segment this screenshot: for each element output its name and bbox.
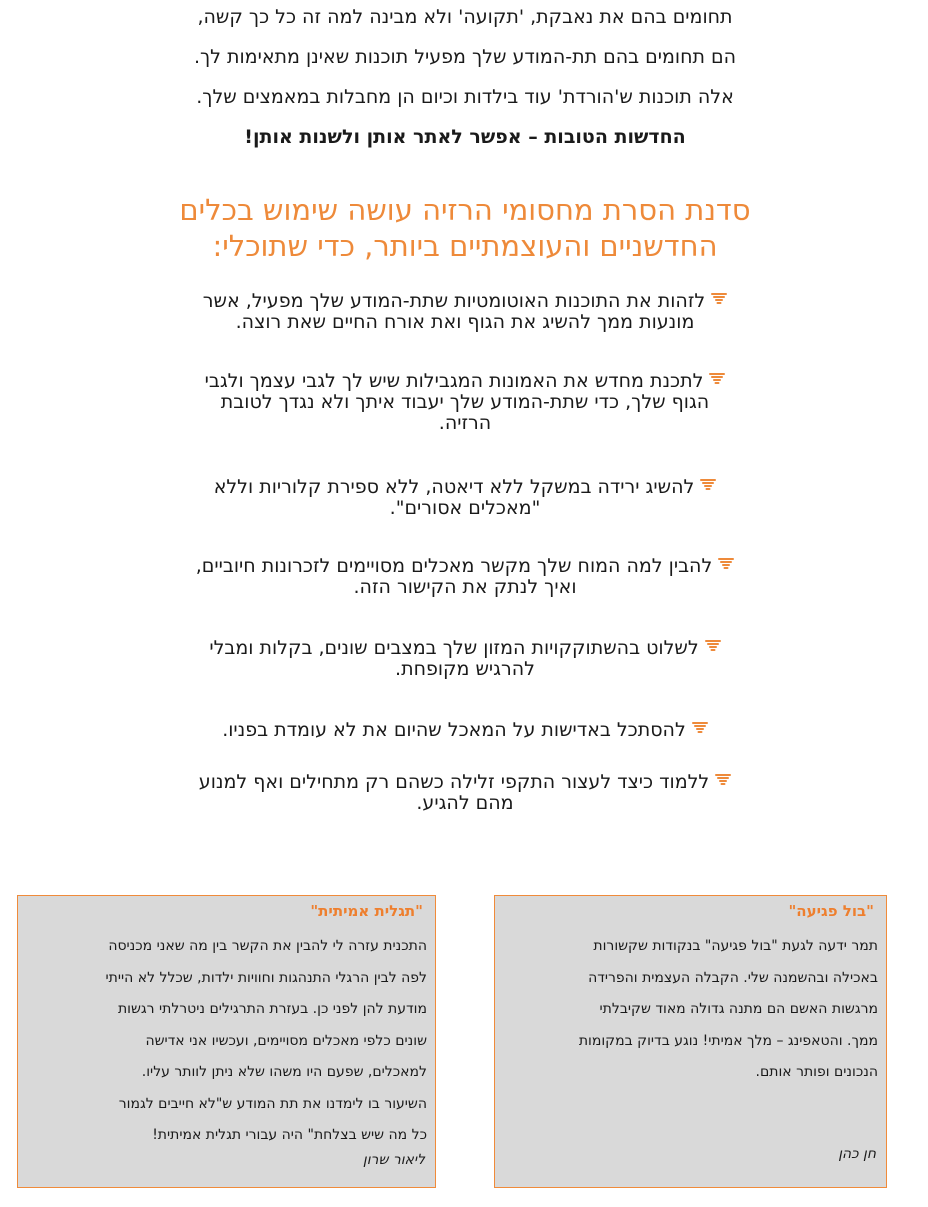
list-item-line: מונעות ממך להשיג את הגוף ואת אורח החיים שאת רוצה. <box>235 311 695 333</box>
testimonial-line: לפה לבין הרגלי התנהגות וחוויות ילדות, שכלל לא הייתי <box>105 969 427 986</box>
list-item <box>130 772 800 814</box>
testimonial-box-right <box>494 895 887 1188</box>
list-item <box>130 477 800 519</box>
testimonial-title: "בול פגיעה" <box>788 902 874 920</box>
testimonial-line: מודעת להן לפני כן. בעזרת התרגילים ניטרלתי רגשות <box>117 1001 427 1017</box>
list-item <box>130 556 800 598</box>
intro-line: אלה תוכנות ש'הורדת' עוד בילדות וכיום הן מחבלות במאמצים שלך. <box>196 86 734 108</box>
tornado-icon <box>715 773 731 787</box>
workshop-heading <box>100 192 830 264</box>
heading-line: החדשניים והעוצמתיים ביותר, כדי שתוכלי: <box>212 229 718 263</box>
list-item-line: "מאכלים אסורים". <box>389 497 541 519</box>
list-item-line: להרגיש מקופחת. <box>395 658 535 680</box>
list-item-line: לתכנת מחדש את האמונות המגבילות שיש לך לגבי עצמך ולגבי <box>204 370 704 392</box>
list-item-line: מהם להגיע. <box>416 792 514 814</box>
list-item-line: הרזיה. <box>438 412 492 434</box>
list-item-line: הגוף שלך, כדי שתת-המודע שלך יעבוד איתך ולא נגדך לטובת <box>220 391 710 413</box>
testimonial-line: כל מה שיש בצלחת" היה עבורי תגלית אמיתית! <box>152 1127 427 1143</box>
list-item-line: ללמוד כיצד לעצור התקפי זלילה כשהם רק מתחילים ואף למנוע <box>198 771 710 793</box>
list-item-line: לזהות את התוכנות האוטומטיות שתת-המודע שלך מפעיל, אשר <box>202 290 706 312</box>
list-item <box>130 371 800 434</box>
testimonial-line: הנכונים ופותר אותם. <box>755 1064 878 1080</box>
testimonial-line: שונים כלפי מאכלים מסויימים, ועכשיו אני אדישה <box>145 1032 427 1049</box>
tornado-icon <box>705 639 721 653</box>
tornado-icon <box>718 557 734 571</box>
list-item-line: להבין למה המוח שלך מקשר מאכלים מסויימים לזכרונות חיוביים, <box>195 555 713 577</box>
testimonial-line: התכנית עזרה לי להבין את הקשר בין מה שאני מכניסה <box>108 938 427 954</box>
testimonial-line: באכילה ובהשמנה שלי. הקבלה העצמית והפרידה <box>588 969 878 986</box>
tornado-icon <box>692 721 708 735</box>
intro-line: הם תחומים בהם תת-המודע שלך מפעיל תוכנות שאינן מתאימות לך. <box>193 46 737 68</box>
good-news-line: החדשות הטובות – אפשר לאתר אותן ולשנות אותן! <box>244 126 686 148</box>
tornado-icon <box>711 292 727 306</box>
list-item <box>130 720 800 741</box>
testimonial-text <box>26 931 427 1152</box>
tornado-icon <box>709 372 725 386</box>
testimonial-line: ממך. והטאפינג – מלך אמיתי! נוגע בדיוק במקומות <box>578 1032 878 1049</box>
list-item <box>130 638 800 680</box>
list-item-line: ואיך לנתק את הקישור הזה. <box>353 576 577 598</box>
testimonial-line: מרגשות האשם הם מתנה גדולה מאוד שקיבלתי <box>599 1001 878 1017</box>
list-item-line: להשיג ירידה במשקל ללא דיאטה, ללא ספירת קלוריות וללא <box>213 476 695 498</box>
testimonial-box-left <box>17 895 436 1188</box>
heading-line: סדנת הסרת מחסומי הרזיה עושה שימוש בכלים <box>179 193 751 227</box>
intro-line: תחומים בהם את נאבקת, 'תקועה' ולא מבינה למה זה כל כך קשה, <box>197 6 733 28</box>
list-item-line: להסתכל באדישות על המאכל שהיום את לא עומדת בפניו. <box>222 719 686 741</box>
tornado-icon <box>700 478 716 492</box>
testimonial-line: תמר ידעה לגעת "בול פגיעה" בנקודות שקשורות <box>593 938 878 954</box>
testimonial-line: למאכלים, שפעם היו משהו שלא ניתן לוותר עליו. <box>141 1064 427 1080</box>
testimonial-title: "תגלית אמיתית" <box>310 902 423 920</box>
testimonial-signature: ליאור שרון <box>362 1152 425 1168</box>
list-item-line: לשלוט בהשתוקקויות המזון שלך במצבים שונים, בקלות ומבלי <box>209 637 699 659</box>
testimonial-signature: חן כהן <box>838 1146 876 1162</box>
list-item <box>130 291 800 333</box>
testimonial-line: השיעור בו לימדנו את תת המודע ש"לא חייבים לגמור <box>118 1095 427 1112</box>
testimonial-text <box>503 931 878 1089</box>
